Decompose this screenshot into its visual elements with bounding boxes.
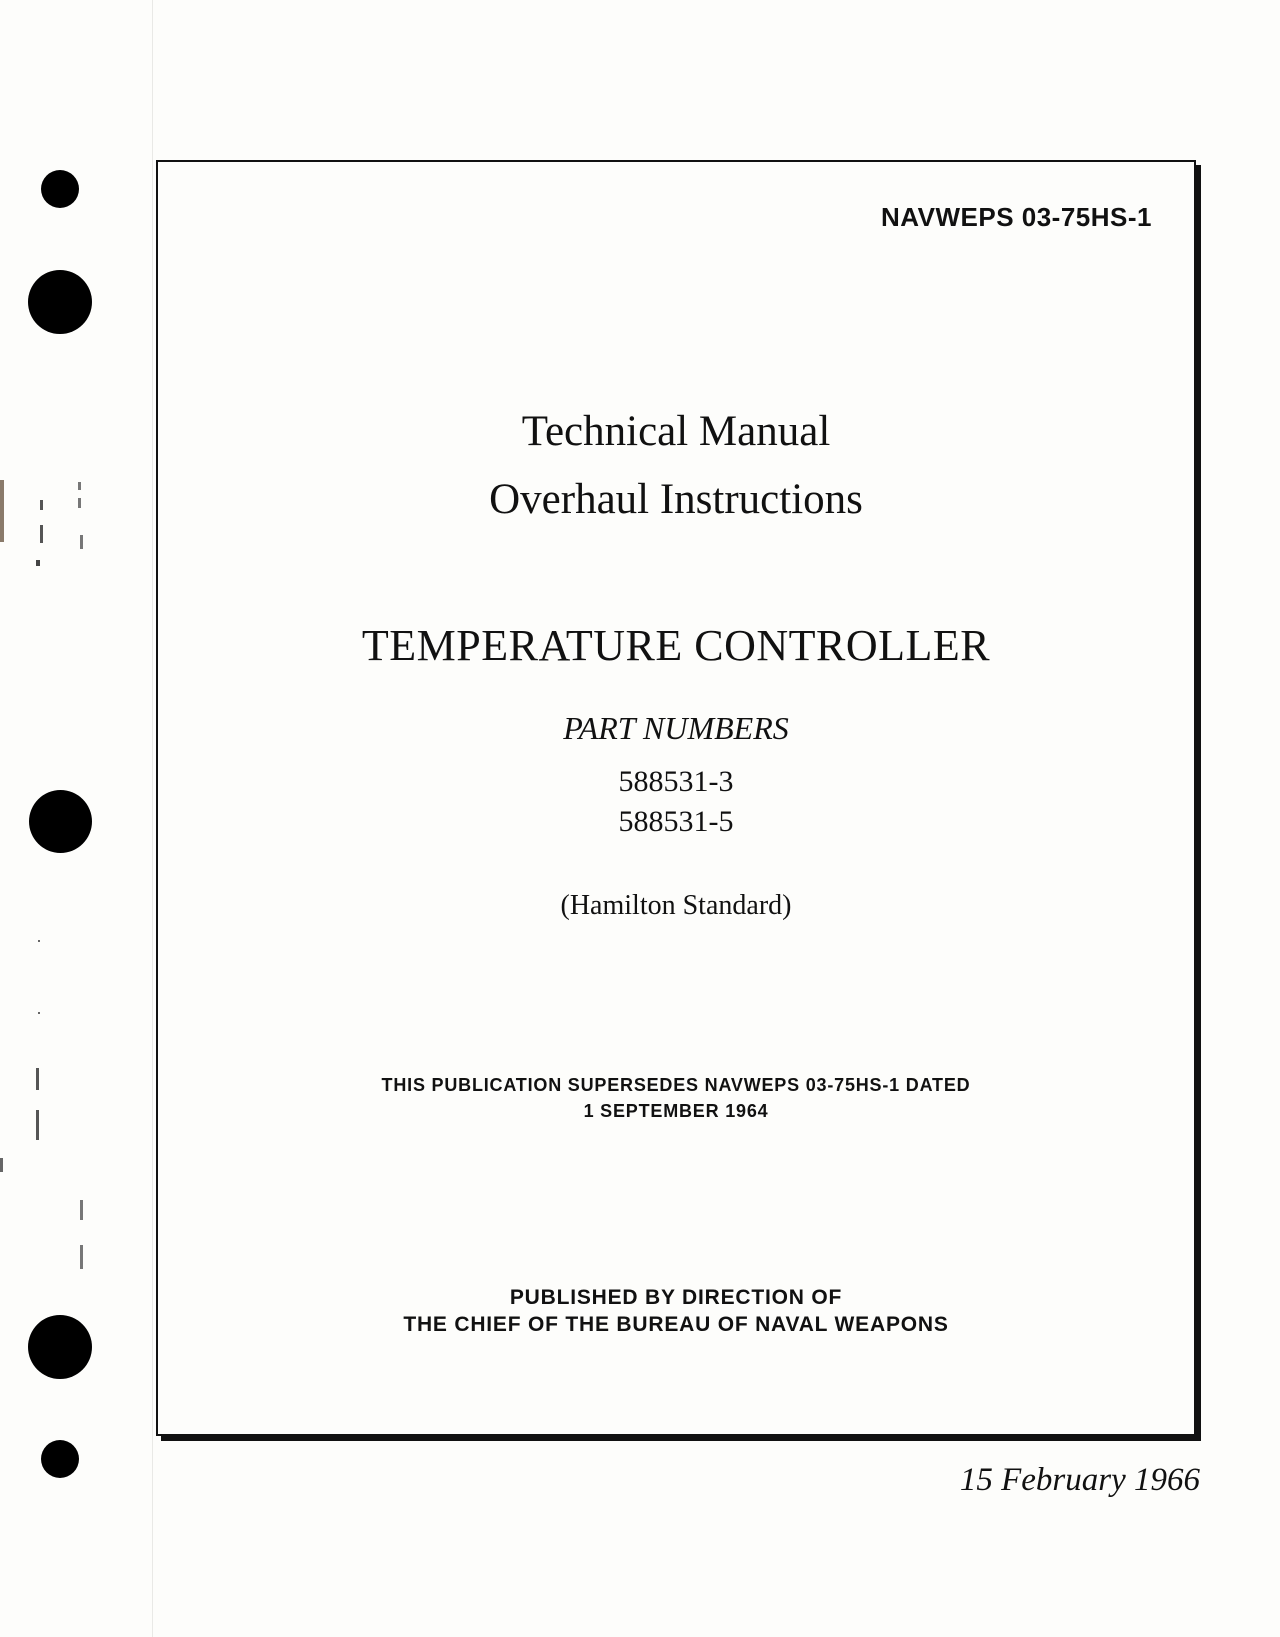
publication-date: 15 February 1966 — [959, 1462, 1200, 1498]
publisher-line-1: PUBLISHED BY DIRECTION OF — [509, 1286, 843, 1309]
manufacturer: (Hamilton Standard) — [560, 890, 792, 921]
scan-specks — [0, 0, 100, 1637]
part-number: 588531-5 — [618, 805, 734, 838]
title-line-1: Technical Manual — [521, 408, 831, 455]
part-number: 588531-3 — [618, 765, 734, 798]
title-frame — [156, 160, 1196, 1436]
part-numbers-heading: PART NUMBERS — [563, 710, 789, 746]
title-line-2: Overhaul Instructions — [489, 476, 863, 523]
main-title: TEMPERATURE CONTROLLER — [361, 621, 991, 670]
document-number: NAVWEPS 03-75HS-1 — [881, 202, 1152, 232]
part-numbers-list — [158, 762, 1194, 842]
page-edge — [152, 0, 153, 1637]
publisher-notice — [158, 1284, 1194, 1338]
supersedes-notice — [158, 1072, 1194, 1124]
supersedes-line-2: 1 SEPTEMBER 1964 — [583, 1101, 769, 1121]
supersedes-line-1: THIS PUBLICATION SUPERSEDES NAVWEPS 03-75HS-1 DATED — [381, 1075, 971, 1095]
publisher-line-2: THE CHIEF OF THE BUREAU OF NAVAL WEAPONS — [403, 1313, 949, 1336]
